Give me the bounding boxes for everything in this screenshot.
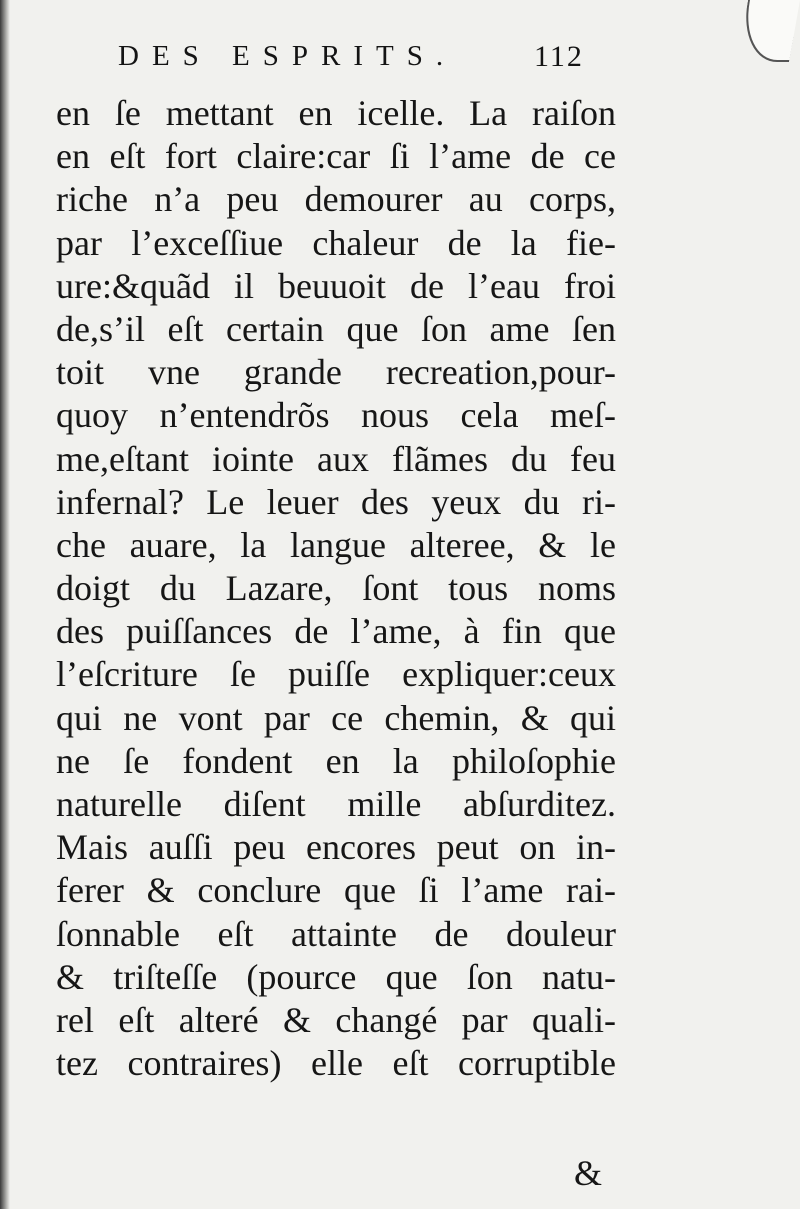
catchword: &	[574, 1153, 603, 1193]
page-number: 112	[534, 40, 584, 73]
text-line: par l’exceſſiue chaleur de la fie-	[56, 222, 616, 263]
page-header	[0, 40, 800, 80]
text-line: rel eſt alteré & changé par quali-	[56, 999, 616, 1040]
text-line: me,eſtant iointe aux flãmes du feu	[56, 438, 616, 479]
text-line: che auare, la langue alteree, & le	[56, 524, 616, 565]
running-title: DES ESPRITS.	[118, 40, 457, 72]
text-line: doigt du Lazare, ſont tous noms	[56, 568, 616, 609]
text-line: ure:&quãd il beuuoit de l’eau froi	[56, 265, 616, 306]
text-line: des puiſſances de l’ame, à fin que	[56, 611, 616, 652]
text-line: & triſteſſe (pource que ſon natu-	[56, 956, 616, 997]
text-line: riche n’a peu demourer au corps,	[56, 179, 616, 220]
text-line: Mais auſſi peu encores peut on in-	[56, 827, 616, 868]
text-line: ferer & conclure que ſi l’ame rai-	[56, 870, 616, 911]
text-line: infernal? Le leuer des yeux du ri-	[56, 481, 616, 522]
text-line: naturelle diſent mille abſurditez.	[56, 784, 616, 824]
body-text	[56, 92, 616, 1085]
text-line: qui ne vont par ce chemin, & qui	[56, 697, 616, 738]
text-line: en ſe mettant en icelle. La raiſon	[56, 93, 616, 133]
text-line: de,s’il eſt certain que ſon ame ſen	[56, 308, 616, 349]
text-line: ſonnable eſt attainte de douleur	[56, 913, 616, 954]
text-line: quoy n’entendrõs nous cela meſ-	[56, 395, 616, 436]
text-line: tez contraires) elle eſt corruptible	[56, 1043, 616, 1084]
text-line: en eſt fort claire:car ſi l’ame de ce	[56, 136, 616, 177]
text-line: toit vne grande recreation,pour-	[56, 352, 616, 393]
text-line: ne ſe fondent en la philoſophie	[56, 740, 616, 781]
text-line: l’eſcriture ſe puiſſe expliquer:ceux	[56, 654, 616, 695]
